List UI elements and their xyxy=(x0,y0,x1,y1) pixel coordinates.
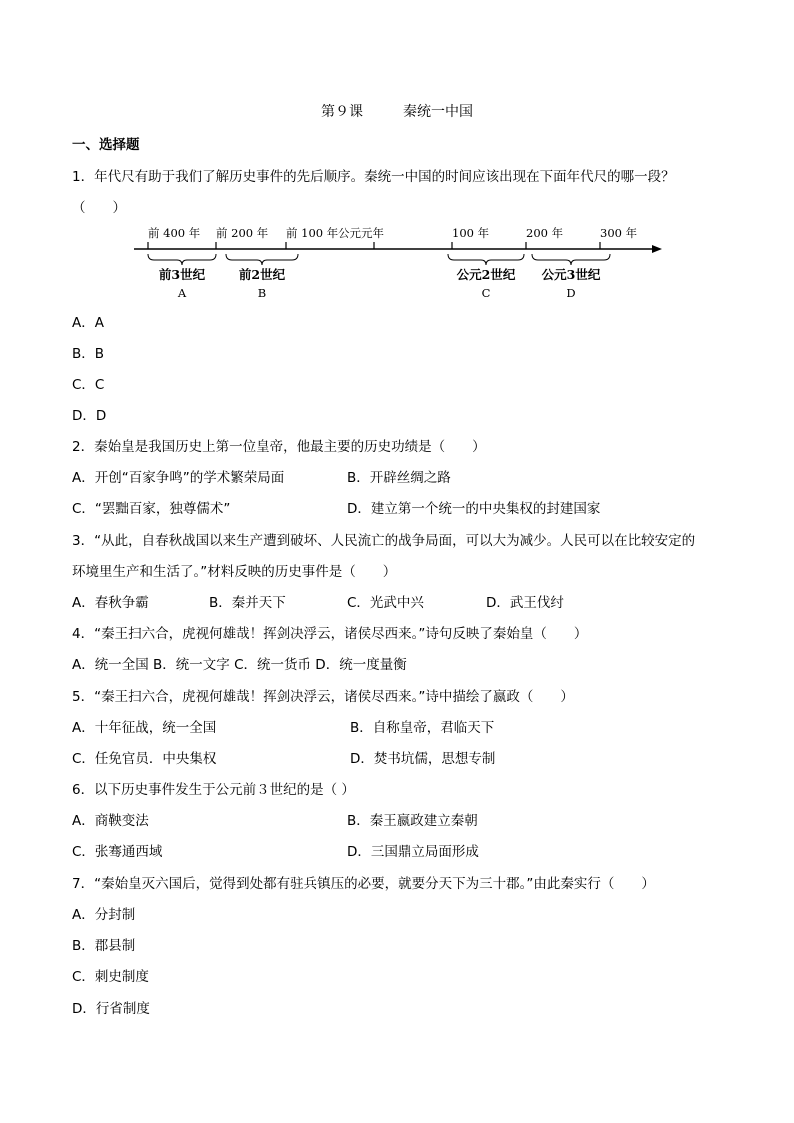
q3-option-c: C．光武中兴 xyxy=(347,595,424,611)
q6-option-a: A．商鞅变法 xyxy=(72,813,149,829)
timeline-tick-label: 前 400 年 xyxy=(148,226,201,240)
q6-option-d: D．三国鼎立局面形成 xyxy=(347,844,479,860)
timeline-ruler xyxy=(128,220,668,305)
timeline-segment-label: 公元3世纪 xyxy=(541,267,601,282)
q1-stem: 1．年代尺有助于我们了解历史事件的先后顺序。秦统一中国的时间应该出现在下面年代尺的哪一段？ xyxy=(72,169,675,185)
timeline-tick-label: 100 年 xyxy=(452,226,490,240)
page-title xyxy=(0,101,794,121)
q7-option-a: A．分封制 xyxy=(72,907,136,923)
timeline-brace xyxy=(148,254,216,265)
q2-stem: 2．秦始皇是我国历史上第一位皇帝，他最主要的历史功绩是（ ） xyxy=(72,439,486,455)
timeline-tick-label: 前 200 年 xyxy=(216,226,269,240)
timeline-segment-label: 前2世纪 xyxy=(238,267,286,282)
timeline-arrow-icon xyxy=(652,245,662,253)
timeline-tick-label: 300 年 xyxy=(600,226,638,240)
timeline-brace xyxy=(532,254,610,265)
q4-options: A．统一全国 B．统一文字 C．统一货币 D．统一度量衡 xyxy=(72,657,407,673)
section-heading: 一、选择题 xyxy=(72,137,140,153)
q3-stem-line1: 3．“从此，自春秋战国以来生产遭到破坏、人民流亡的战争局面，可以大为减少。人民可以在比较安定的 xyxy=(72,533,696,549)
q7-stem: 7．“秦始皇灭六国后，觉得到处都有驻兵镇压的必要，就要分天下为三十郡。”由此秦实行（ ） xyxy=(72,876,655,892)
timeline-tick-label: 公元元年 xyxy=(338,226,384,240)
lesson-topic: 秦统一中国 xyxy=(403,104,473,120)
q1-option-d: D．D xyxy=(72,408,107,424)
timeline-segment-letter: C xyxy=(481,286,491,300)
timeline-segment-letter: A xyxy=(177,286,187,300)
q5-option-c: C．任免官员．中央集权 xyxy=(72,751,217,767)
q2-option-c: C．“罢黜百家，独尊儒术” xyxy=(72,501,231,517)
q3-option-d: D．武王伐纣 xyxy=(486,595,564,611)
q3-option-a: A．春秋争霸 xyxy=(72,595,149,611)
timeline-segment-label: 公元2世纪 xyxy=(456,267,516,282)
q2-option-b: B．开辟丝绸之路 xyxy=(347,470,451,486)
q5-stem: 5．“秦王扫六合，虎视何雄哉！挥剑决浮云，诸侯尽西来。”诗中描绘了嬴政（ ） xyxy=(72,689,574,705)
timeline-tick-label: 前 100 年 xyxy=(286,226,339,240)
q5-option-d: D．焚书坑儒，思想专制 xyxy=(350,751,496,767)
q6-option-c: C．张骞通西域 xyxy=(72,844,163,860)
timeline-brace xyxy=(226,254,298,265)
q3-stem-line2: 环境里生产和生活了。”材料反映的历史事件是（ ） xyxy=(72,564,397,580)
q7-option-d: D．行省制度 xyxy=(72,1001,150,1017)
q7-option-c: C．刺史制度 xyxy=(72,969,149,985)
timeline-segment-label: 前3世纪 xyxy=(158,267,206,282)
q6-stem: 6．以下历史事件发生于公元前３世纪的是（ ） xyxy=(72,782,355,798)
q2-option-d: D．建立第一个统一的中央集权的封建国家 xyxy=(347,501,601,517)
q1-option-a: A．A xyxy=(72,315,104,331)
q1-option-b: B．B xyxy=(72,346,105,362)
q4-stem: 4．“秦王扫六合，虎视何雄哉！挥剑决浮云，诸侯尽西来。”诗句反映了秦始皇（ ） xyxy=(72,626,588,642)
q5-option-a: A．十年征战，统一全国 xyxy=(72,720,217,736)
lesson-number: 第９课 xyxy=(321,104,363,120)
timeline-tick-label: 200 年 xyxy=(526,226,564,240)
q7-option-b: B．郡县制 xyxy=(72,938,136,954)
q1-blank: （ ） xyxy=(72,200,126,216)
q5-option-b: B．自称皇帝，君临天下 xyxy=(350,720,495,736)
timeline-segment-letter: B xyxy=(257,286,267,300)
q2-option-a: A．开创“百家争鸣”的学术繁荣局面 xyxy=(72,470,285,486)
q3-option-b: B．秦并天下 xyxy=(209,595,286,611)
timeline-segment-letter: D xyxy=(566,286,576,300)
q1-option-c: C．C xyxy=(72,377,105,393)
timeline-brace xyxy=(448,254,524,265)
q6-option-b: B．秦王嬴政建立秦朝 xyxy=(347,813,478,829)
